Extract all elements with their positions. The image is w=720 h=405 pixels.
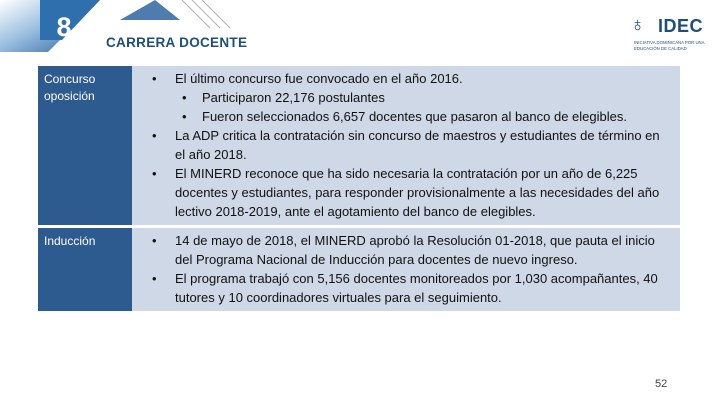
sub-bullet-item: • Participaron 22,176 postulantes: [142, 88, 670, 107]
table-row: [38, 228, 680, 311]
row-body: [132, 228, 680, 311]
logo-mark-icon: ♁: [630, 14, 645, 36]
bullet-item: • La ADP critica la contratación sin concurso de maestros y estudiantes de término en el año 2018.: [142, 126, 670, 164]
bullet-item: • El MINERD reconoce que ha sido necesaria la contratación por un año de 6,225 docentes y estudiantes, para responder provisionalmente a las necesidades del año lectivo 2018-2019, ante el agotamiento del banco de elegibles.: [142, 164, 670, 221]
sub-bullet-item: • Fueron seleccionados 6,657 docentes que pasaron al banco de elegibles.: [142, 107, 670, 126]
bullet-item: • El programa trabajó con 5,156 docentes monitoreados por 1,030 acompañantes, 40 tutores y 10 coordinadores virtuales para el seguimiento.: [142, 269, 670, 307]
bullet-item: • 14 de mayo de 2018, el MINERD aprobó la Resolución 01-2018, que pauta el inicio del Programa Nacional de Inducción para docentes de nuevo ingreso.: [142, 231, 670, 269]
row-label: Concurso oposición: [38, 66, 132, 225]
logo-name: IDEC: [658, 16, 704, 36]
slide-title: CARRERA DOCENTE: [106, 35, 248, 50]
row-label: Inducción: [38, 228, 132, 311]
bullet-item: • El último concurso fue convocado en el año 2016.: [142, 69, 670, 88]
logo-subtitle: INICIATIVA DOMINICANA POR UNA EDUCACIÓN DE CALIDAD: [634, 40, 705, 51]
row-body: [132, 66, 680, 225]
table-row: [38, 66, 680, 225]
decorative-lines: [120, 0, 230, 30]
slide-number: 8: [56, 12, 72, 42]
idec-logo: [630, 14, 710, 54]
page-number: 52: [655, 378, 668, 390]
content-table: [38, 66, 680, 314]
